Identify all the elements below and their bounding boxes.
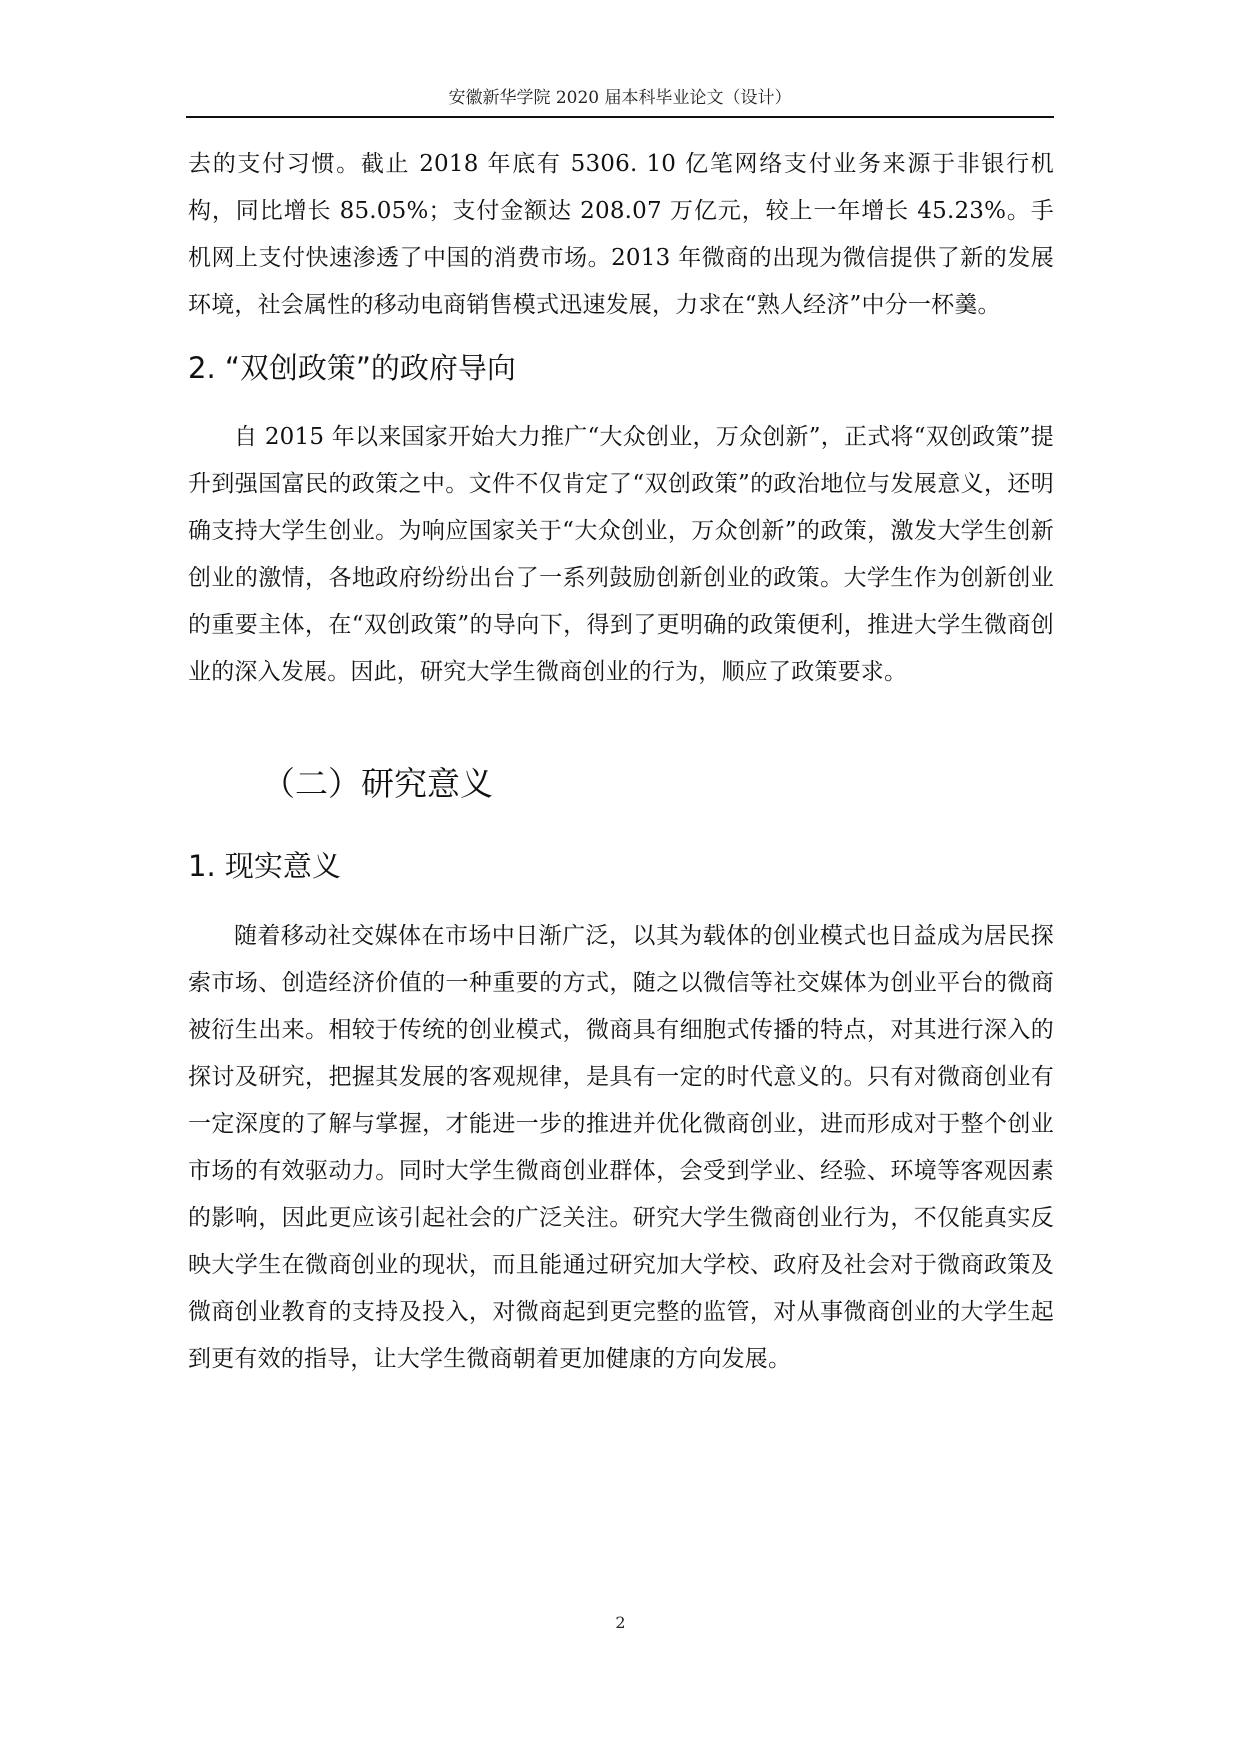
heading-research-significance: （二）研究意义 [262,764,493,803]
paragraph-practical: 随着移动社交媒体在市场中日渐广泛，以其为载体的创业模式也日益成为居民探索市场、创造经济价值的一种重要的方式，随之以微信等社交媒体为创业平台的微商被衍生出来。相较于传统的创业模式，微商具有细胞式传播的特点，对其进行深入的探讨及研究，把握其发展的客观规律，是具有一定的时代意义的。只有对微商创业有一定深度的了解与掌握，才能进一步的推进并优化微商创业，进而形成对于整个创业市场的有效驱动力。同时大学生微商创业群体，会受到学业、经验、环境等客观因素的影响，因此更应该引起社会的广泛关注。研究大学生微商创业行为，不仅能真实反映大学生在微商创业的现状，而且能通过研究加大学校、政府及社会对于微商政策及微商创业教育的支持及投入，对微商起到更完整的监管，对从事微商创业的大学生起到更有效的指导，让大学生微商朝着更加健康的方向发展。 [188,923,1054,1372]
paragraph-policy: 自 2015 年以来国家开始大力推广“大众创业，万众创新”，正式将“双创政策”提升到强国富民的政策之中。文件不仅肯定了“双创政策”的政治地位与发展意义，还明确支持大学生创业。为响应国家关于“大众创业，万众创新”的政策，激发大学生创新创业的激情，各地政府纷纷出台了一系列鼓励创新创业的政策。大学生作为创新创业的重要主体，在“双创政策”的导向下，得到了更明确的政策便利，推进大学生微商创业的深入发展。因此，研究大学生微商创业的行为，顺应了政策要求。 [188,424,1054,685]
header-rule [186,116,1054,118]
running-header: 安徽新华学院 2020 届本科毕业论文（设计） [448,88,792,108]
paragraph-continued: 去的支付习惯。截止 2018 年底有 5306. 10 亿笔网络支付业务来源于非银行机构，同比增长 85.05%；支付金额达 208.07 万亿元，较上一年增长 45.23%。手机网上支付快速渗透了中国的消费市场。2013 年微商的出现为微信提供了新的发展环境，社会属性的移动电商销售模式迅速发展，力求在“熟人经济”中分一杯羹。 [188,151,1054,318]
heading-policy-guidance: 2. “双创政策”的政府导向 [188,351,516,385]
page-number: 2 [615,1613,626,1632]
heading-practical-significance: 1. 现实意义 [188,849,341,883]
